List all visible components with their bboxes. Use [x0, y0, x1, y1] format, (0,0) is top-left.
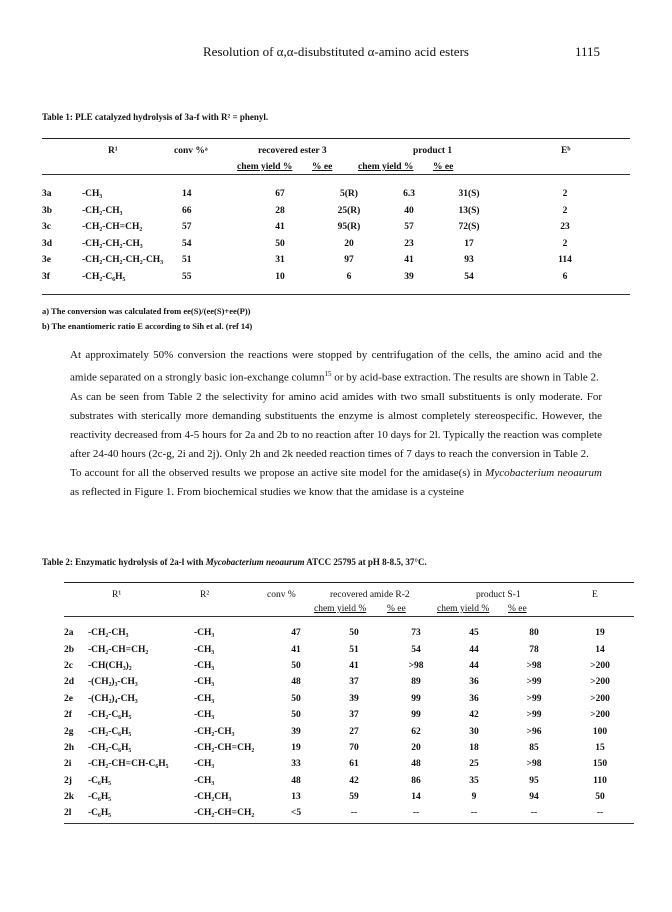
table1-header-r1: R¹: [108, 146, 118, 156]
table-cell: 50: [291, 660, 301, 671]
table-cell: 2e: [64, 693, 73, 704]
table-cell: 66: [182, 205, 192, 216]
table-cell: 85: [529, 742, 539, 753]
table2-header-r2: R²: [200, 590, 210, 600]
table-cell: 3a: [42, 189, 52, 200]
table1-row: [42, 269, 630, 286]
table2-body: [64, 625, 634, 822]
table-cell: 55: [182, 271, 192, 282]
table-cell: 114: [558, 255, 572, 266]
table1-header-product: product 1: [413, 146, 453, 156]
table2-caption: Table 2: Enzymatic hydrolysis of 2a-l with Mycobacterium neoaurum ATCC 25795 at pH 8-8.5, 37°C.: [42, 557, 427, 567]
table-cell: 61: [349, 759, 359, 770]
table-cell: 5(R): [340, 189, 358, 200]
table-cell: 35: [469, 775, 479, 786]
table-cell: 59: [349, 792, 359, 803]
table-cell: 14: [595, 644, 605, 655]
table2-row: [64, 674, 634, 690]
table1-row: [42, 219, 630, 236]
table-cell: -CH₂-CH=CH-C₆H₅: [88, 759, 169, 770]
table-cell: -CH₂-C₆H₅: [88, 742, 132, 753]
table-cell: 50: [349, 628, 359, 639]
table2-row: [64, 756, 634, 772]
table-cell: -CH₃: [82, 189, 103, 200]
table2-row: [64, 707, 634, 723]
table-cell: 20: [344, 238, 354, 249]
table-cell: 2a: [64, 628, 74, 639]
table-cell: >96: [526, 726, 542, 737]
table-cell: 19: [291, 742, 301, 753]
table1-subheader-yield2: chem yield %: [358, 162, 414, 172]
table-cell: 100: [592, 726, 608, 737]
table2-header-e: E: [592, 590, 598, 600]
table-cell: 39: [349, 693, 359, 704]
table-cell: --: [470, 808, 478, 819]
table2-header-recovered: recovered amide R-2: [330, 590, 410, 600]
table-cell: >99: [526, 677, 542, 688]
table-cell: -CH₃: [194, 759, 215, 770]
table-cell: -(CH₂)₃-CH₃: [88, 677, 138, 688]
table-cell: 2c: [64, 660, 73, 671]
table-cell: 99: [411, 710, 421, 721]
table1-top-rule: [42, 138, 630, 139]
table-cell: 31: [275, 255, 285, 266]
table-cell: 2: [562, 189, 568, 200]
table-cell: 62: [411, 726, 421, 737]
table1-header-rule: [42, 174, 630, 175]
table-cell: 95: [529, 775, 539, 786]
table-cell: 70: [349, 742, 359, 753]
table-cell: --: [596, 808, 604, 819]
table-cell: 86: [411, 775, 421, 786]
table-cell: 150: [592, 759, 608, 770]
table-cell: 36: [469, 693, 479, 704]
table-cell: 50: [291, 693, 301, 704]
table-cell: >98: [526, 660, 542, 671]
table-cell: 25: [469, 759, 479, 770]
table-cell: 37: [349, 710, 359, 721]
table2-header-r1: R¹: [112, 590, 122, 600]
table1-footnote-a: a) The conversion was calculated from ee(S)/(ee(S)+ee(P)): [42, 306, 251, 316]
table-cell: -CH₂-CH=CH₂: [88, 644, 149, 655]
table-cell: <5: [290, 808, 302, 819]
table-cell: -CH₂-C₆H₅: [88, 726, 132, 737]
table2-row: [64, 625, 634, 641]
table-cell: 51: [349, 644, 359, 655]
table-cell: 54: [464, 271, 474, 282]
running-title: Resolution of α,α-disubstituted α-amino acid esters: [203, 44, 469, 59]
table2-row: [64, 723, 634, 739]
table2-header-product: product S-1: [476, 590, 521, 600]
table-cell: 50: [291, 710, 301, 721]
paragraph-2: As can be seen from Table 2 the selectivity for amino acid amides with two small substituents is only moderate. For substrates with sterically more demanding substituents the enzyme is almost completely stereospecific. However, the reactivity decreased from 4-5 hours for 2a and 2b to no reaction after 10 days for 2l. Typically the reaction was complete after 24-40 hours (2c-g, 2i and 2j). Only 2h and 2k needed reaction times of 7 days to reach the conversion in Table 2.: [70, 390, 602, 460]
table-cell: 39: [291, 726, 301, 737]
table1-footnote-b: b) The enantiomeric ratio E according to Sih et al. (ref 14): [42, 321, 253, 331]
table-cell: -CH₃: [194, 677, 215, 688]
table-cell: -CH₂-CH₂-CH₂-CH₃: [82, 255, 164, 266]
table-cell: -CH₃: [194, 775, 215, 786]
table-cell: 6.3: [403, 189, 415, 200]
table2-row: [64, 641, 634, 657]
table-cell: 14: [182, 189, 192, 200]
table-cell: 19: [595, 628, 605, 639]
table-cell: 51: [182, 255, 192, 266]
table-cell: >200: [590, 693, 610, 704]
table-cell: -C₆H₅: [88, 808, 112, 819]
table-cell: 44: [469, 660, 479, 671]
table-cell: 67: [275, 189, 285, 200]
table-cell: -CH₂-C₆H₅: [88, 710, 132, 721]
table1-header-conv: conv %ᵃ: [174, 146, 208, 156]
table2-header-rule: [64, 616, 634, 617]
table-cell: 72(S): [458, 222, 480, 233]
table-cell: 2h: [64, 742, 75, 753]
table-cell: 73: [411, 628, 421, 639]
table-cell: -CH₃: [194, 710, 215, 721]
table-cell: 42: [349, 775, 359, 786]
table1-row: [42, 252, 630, 269]
table-cell: -C₆H₅: [88, 775, 112, 786]
table1-row: [42, 186, 630, 203]
table-cell: 48: [411, 759, 421, 770]
table-cell: 42: [469, 710, 479, 721]
table-cell: 31(S): [458, 189, 480, 200]
table-cell: 2f: [64, 710, 72, 721]
table2-row: [64, 658, 634, 674]
table-cell: -CH₃: [194, 660, 215, 671]
table-cell: --: [530, 808, 538, 819]
table-cell: 2b: [64, 644, 75, 655]
paragraph-1: At approximately 50% conversion the reactions were stopped by centrifugation of the cells, the amino acid and the amide separated on a strongly basic ion-exchange column$^{15}$ or by acid-base extraction. The results are shown in Table 2.: [70, 349, 602, 384]
table-cell: 94: [529, 792, 539, 803]
table-cell: 30: [469, 726, 479, 737]
table-cell: 9: [471, 792, 477, 803]
table2-row: [64, 691, 634, 707]
page-header: [0, 44, 672, 64]
table-cell: --: [350, 808, 358, 819]
table1-header-e: Eᵇ: [561, 146, 571, 156]
table-cell: 37: [349, 677, 359, 688]
table-cell: 48: [291, 677, 301, 688]
table-cell: 23: [404, 238, 414, 249]
table1-bottom-rule: [42, 294, 630, 295]
table-cell: -CH₂-C₆H₅: [82, 271, 126, 282]
table-cell: >99: [526, 693, 542, 704]
table-cell: >98: [526, 759, 542, 770]
table-cell: 2j: [64, 775, 72, 786]
table-cell: 41: [291, 644, 301, 655]
table-cell: 25(R): [337, 205, 361, 216]
table-cell: 78: [529, 644, 539, 655]
body-text: [70, 346, 602, 502]
table-cell: 40: [404, 205, 414, 216]
table1-header-recovered: recovered ester 3: [258, 146, 327, 156]
table1-body: [42, 186, 630, 285]
table-cell: 2l: [64, 808, 72, 819]
table-cell: --: [412, 808, 420, 819]
table-cell: 41: [275, 222, 285, 233]
table1-subheader-yield1: chem yield %: [237, 162, 293, 172]
table-cell: 2i: [64, 759, 72, 770]
table-cell: 13: [291, 792, 301, 803]
table-cell: 20: [411, 742, 421, 753]
table-cell: 47: [291, 628, 301, 639]
table-cell: 2: [562, 238, 568, 249]
table-cell: 89: [411, 677, 421, 688]
table-cell: 48: [291, 775, 301, 786]
table-cell: 3b: [42, 205, 53, 216]
table-cell: 50: [595, 792, 605, 803]
table-cell: 33: [291, 759, 301, 770]
table2-row: [64, 773, 634, 789]
table1-subheader-ee2: % ee: [433, 162, 454, 172]
table1-caption: Table 1: PLE catalyzed hydrolysis of 3a-f with R² = phenyl.: [42, 112, 269, 122]
table-cell: -CH₂-CH₃: [82, 205, 123, 216]
table-cell: 13(S): [458, 205, 480, 216]
table-cell: 41: [349, 660, 359, 671]
table-cell: >99: [526, 710, 542, 721]
table2-top-rule: [64, 582, 634, 583]
table2-subheader-yield2: chem yield %: [437, 604, 490, 614]
table2-subheader-yield1: chem yield %: [314, 604, 367, 614]
table-cell: -CH₂-CH₂-CH₃: [82, 238, 143, 249]
table1-row: [42, 236, 630, 253]
table-cell: -CH₂-CH₃: [194, 726, 235, 737]
table-cell: -CH₃: [194, 628, 215, 639]
table-cell: 45: [469, 628, 479, 639]
table2-row: [64, 789, 634, 805]
table-cell: -C₆H₅: [88, 792, 112, 803]
table1-subheader-ee1: % ee: [312, 162, 333, 172]
table-cell: 39: [404, 271, 414, 282]
table-cell: 54: [411, 644, 421, 655]
table-cell: 27: [349, 726, 359, 737]
table-cell: 3e: [42, 255, 51, 266]
table-cell: >200: [590, 677, 610, 688]
table-cell: 44: [469, 644, 479, 655]
table-cell: 3c: [42, 222, 51, 233]
table-cell: 54: [182, 238, 192, 249]
paragraph-3: To account for all the observed results we propose an active site model for the amidase(s) in Mycobacterium neoaurum as reflected in Figure 1. From biochemical studies we know that the amidase is a cysteine: [70, 466, 603, 498]
table1-row: [42, 203, 630, 220]
table-cell: -CH₂-CH₃: [88, 628, 129, 639]
table-cell: 6: [562, 271, 568, 282]
table-cell: -CH₂-CH=CH₂: [194, 742, 255, 753]
table2-subheader-ee1: % ee: [387, 604, 406, 614]
table-cell: 36: [469, 677, 479, 688]
table-cell: -CH₃: [194, 693, 215, 704]
table-cell: -(CH₂)₄-CH₃: [88, 693, 138, 704]
table-cell: 6: [346, 271, 352, 282]
table-cell: >98: [408, 660, 424, 671]
table-cell: -CH₂CH₃: [194, 792, 232, 803]
table-cell: 23: [560, 222, 570, 233]
table-cell: 41: [404, 255, 414, 266]
table-cell: >200: [590, 660, 610, 671]
page-number: 1115: [574, 44, 600, 59]
table-cell: 95(R): [337, 222, 361, 233]
table-cell: -CH₂-CH=CH₂: [82, 222, 143, 233]
table-cell: 10: [275, 271, 285, 282]
table-cell: 110: [593, 775, 607, 786]
table-cell: 57: [404, 222, 414, 233]
table-cell: 14: [411, 792, 421, 803]
table2-subheader-ee2: % ee: [508, 604, 527, 614]
table2-row: [64, 805, 634, 821]
table-cell: 99: [411, 693, 421, 704]
table-cell: 50: [275, 238, 285, 249]
table-cell: >200: [590, 710, 610, 721]
table-cell: 57: [182, 222, 192, 233]
table-cell: -CH₃: [194, 644, 215, 655]
table-cell: 2k: [64, 792, 75, 803]
table-cell: -CH(CH₃)₂: [88, 660, 132, 671]
table-cell: 2d: [64, 677, 75, 688]
table-cell: 80: [529, 628, 539, 639]
table-cell: 28: [275, 205, 285, 216]
table-cell: 2g: [64, 726, 74, 737]
table-cell: 18: [469, 742, 479, 753]
table-cell: 15: [595, 742, 605, 753]
table2-header-conv: conv %: [267, 590, 296, 600]
table-cell: -CH₂-CH=CH₂: [194, 808, 255, 819]
table-cell: 3f: [42, 271, 50, 282]
table2-bottom-rule: [64, 823, 634, 824]
table-cell: 3d: [42, 238, 53, 249]
table-cell: 17: [464, 238, 474, 249]
table-cell: 2: [562, 205, 568, 216]
table-cell: 97: [344, 255, 354, 266]
table-cell: 93: [464, 255, 474, 266]
table2-row: [64, 740, 634, 756]
